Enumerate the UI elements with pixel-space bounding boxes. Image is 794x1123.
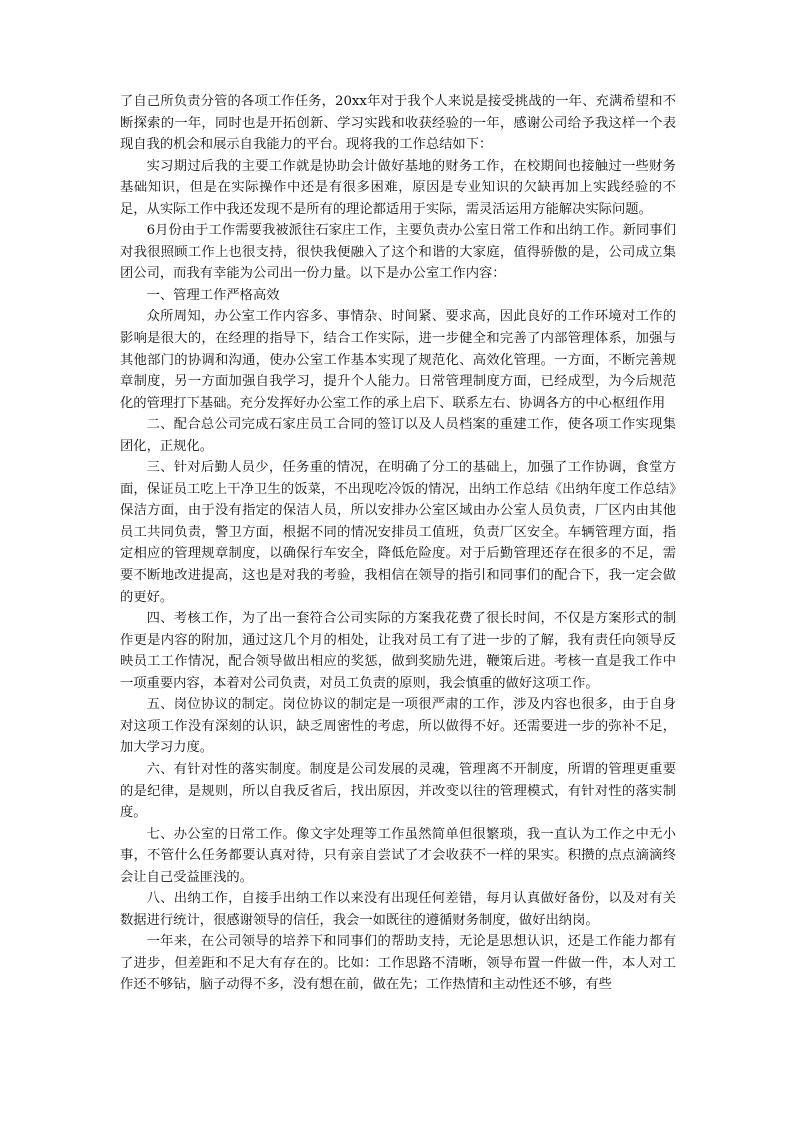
paragraph-management: 众所周知，办公室工作内容多、事情杂、时间紧、要求高，因此良好的工作环境对工作的影响是很大的，在经理的指导下，结合工作实际，进一步健全和完善了内部管理体系，加强与其他部门的协调和沟通，使办公室工作基本实现了规范化、高效化管理。一方面，不断完善规章制度，另一方面加强自我学习，提升个人能力。日常管理制度方面，已经成型，为今后规范化的管理打下基础。充分发挥好办公室工作的承上启下、联系左右、协调各方的中心枢纽作用 — [120, 309, 676, 411]
paragraph-item-7: 七、办公室的日常工作。像文字处理等工作虽然简单但很繁琐，我一直认为工作之中无小事，不管什么任务都要认真对待，只有亲自尝试了才会收获不一样的果实。积攒的点点滴滴终会让自己受益匪浅的。 — [120, 826, 676, 885]
document-body — [120, 91, 676, 996]
paragraph-transfer: 6月份由于工作需要我被派往石家庄工作，主要负责办公室日常工作和出纳工作。新同事们对我很照顾工作上也很支持，很快我便融入了这个和谐的大家庭，值得骄傲的是，公司成立集团公司，而我有幸能为公司出一份力量。以下是办公室工作内容： — [120, 223, 676, 282]
paragraph-item-6: 六、有针对性的落实制度。制度是公司发展的灵魂，管理离不开制度，所谓的管理更重要的是纪律，是规则，所以自我反省后，找出原因，并改变以往的管理模式，有针对性的落实制度。 — [120, 761, 676, 821]
paragraph-item-5: 五、岗位协议的制定。岗位协议的制定是一项很严肃的工作，涉及内容也很多，由于自身对这项工作没有深刻的认识，缺乏周密性的考虑，所以做得不好。还需要进一步的弥补不足，加大学习力度。 — [120, 697, 676, 756]
paragraph-summary: 一年来，在公司领导的培养下和同事们的帮助支持，无论是思想认识，还是工作能力都有了进步，但差距和不足大有存在的。比如：工作思路不清晰，领导布置一件做一件，本人对工作还不够钻，脑子动得不多，没有想在前，做在先；工作热情和主动性还不够，有些 — [120, 934, 676, 993]
paragraph-item-4: 四、考核工作，为了出一套符合公司实际的方案我花费了很长时间，不仅是方案形式的制作更是内容的附加，通过这几个月的相处，让我对员工有了进一步的了解，我有责任向领导反映员工工作情况，配合领导做出相应的奖惩，做到奖励先进，鞭策后进。考核一直是我工作中一项重要内容，本着对公司负责，对员工负责的原则，我会慎重的做好这项工作。 — [120, 611, 676, 691]
paragraph-item-3: 三、针对后勤人员少，任务重的情况，在明确了分工的基础上，加强了工作协调，食堂方面，保证员工吃上干净卫生的饭菜，不出现吃冷饭的情况，出纳工作总结《出纳年度工作总结》保洁方面，由于没有指定的保洁人员，所以安排办公室区域由办公室人员负责，厂区内由其他员工共同负责，警卫方面，根据不同的情况安排员工值班，负责厂区安全。车辆管理方面，指定相应的管理规章制度，以确保行车安全，降低危险度。对于后勤管理还存在很多的不足，需要不断地改进提高，这也是对我的考验，我相信在领导的指引和同事们的配合下，我一定会做的更好。 — [120, 460, 676, 605]
paragraph-intro: 了自己所负责分管的各项工作任务，20xx年对于我个人来说是接受挑战的一年、充满希望和不断探索的一年，同时也是开拓创新、学习实践和收获经验的一年，感谢公司给予我这样一个表现自我的机会和展示自我能力的平台。现将我的工作总结如下： — [120, 94, 676, 153]
paragraph-internship: 实习期过后我的主要工作就是协助会计做好基地的财务工作，在校期间也接触过一些财务基础知识，但是在实际操作中还是有很多困难，原因是专业知识的欠缺再加上实践经验的不足，从实际工作中我还发现不是所有的理论都适用于实际，需灵活运用方能解决实际问题。 — [120, 158, 676, 217]
paragraph-item-8: 八、出纳工作，自接手出纳工作以来没有出现任何差错，每月认真做好备份，以及对有关数据进行统计，很感谢领导的信任，我会一如既往的遵循财务制度，做好出纳岗。 — [120, 891, 676, 928]
section-heading-1: 一、管理工作严格高效 — [146, 287, 280, 303]
paragraph-item-2: 二、配合总公司完成石家庄员工合同的签订以及人员档案的重建工作，使各项工作实现集团化，正规化。 — [120, 417, 676, 454]
